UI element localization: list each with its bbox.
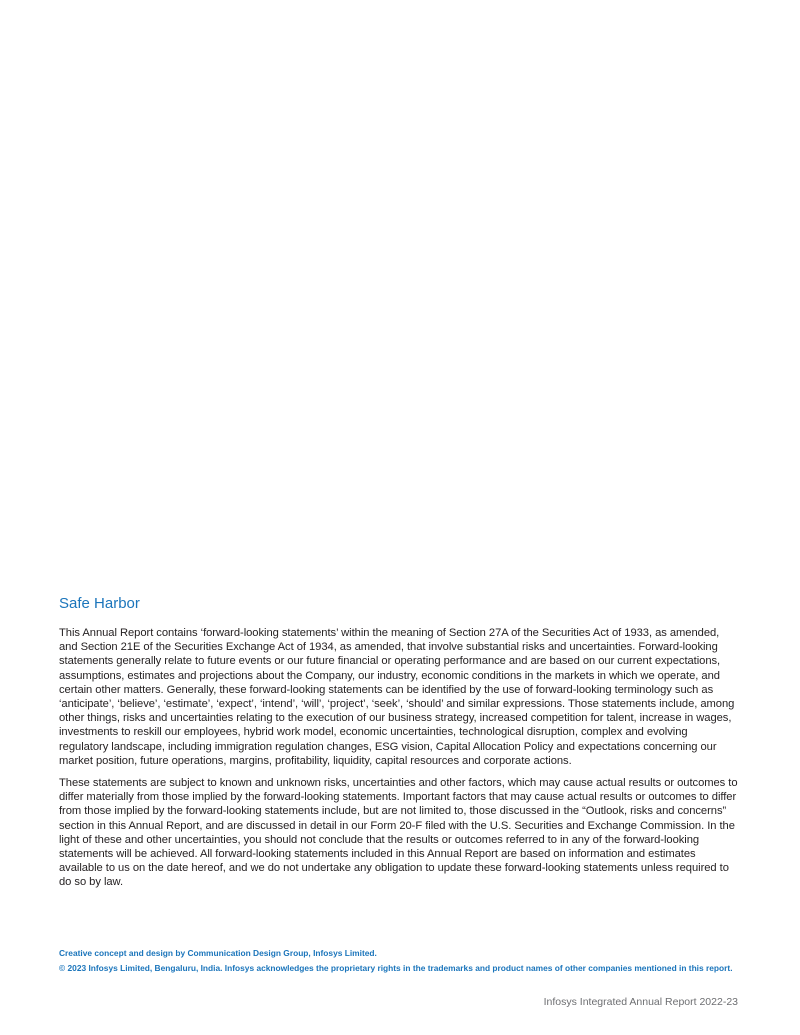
- page-footer: Infosys Integrated Annual Report 2022-23: [543, 996, 738, 1008]
- paragraph-forward-looking: This Annual Report contains ‘forward-looking statements’ within the meaning of Section 27A of the Securities Act of 1933, as amended, and Section 21E of the Securities Exchange Act of 1934, as amended, that involve substantial risks and uncertainties. Forward-looking statements generally relate to future events or our future financial or operating performance and are based on our current expectations, assumptions, estimates and projections about the Company, our industry, economic conditions in the markets in which we operate, and certain other matters. Generally, these forward-looking statements can be identified by the use of forward-looking terminology such as ‘anticipate’, ‘believe’, ‘estimate’, ‘expect’, ‘intend’, ‘will’, ‘project’, ‘seek’, ‘should’ and similar expressions. Those statements include, among other things, risks and uncertainties relating to the execution of our business strategy, increased competition for talent, increase in wages, investments to reskill our employees, hybrid work model, economic uncertainties, technological disruption, complex and evolving regulatory landscape, including immigration regulation changes, ESG vision, Capital Allocation Policy and expectations concerning our market position, future operations, margins, profitability, liquidity, capital resources and corporate actions.: [59, 627, 735, 767]
- safe-harbor-section: [59, 594, 739, 898]
- section-title: Safe Harbor: [59, 595, 140, 612]
- credits-block: [59, 946, 759, 975]
- design-credit: Creative concept and design by Communication Design Group, Infosys Limited.: [59, 948, 377, 958]
- copyright-notice: © 2023 Infosys Limited, Bengaluru, India. Infosys acknowledges the proprietary rights in the trademarks and product names of other companies mentioned in this report.: [59, 962, 733, 973]
- paragraph-risks: These statements are subject to known and unknown risks, uncertainties and other factors, which may cause actual results or outcomes to differ materially from those implied by the forward-looking statements. Important factors that may cause actual results or outcomes to differ from those implied by the forward-looking statements include, but are not limited to, those discussed in the “Outlook, risks and concerns” section in this Annual Report, and are discussed in detail in our Form 20-F filed with the U.S. Securities and Exchange Commission. In the light of these and other uncertainties, you should not conclude that the results or outcomes referred to in any of the forward-looking statements will be achieved. All forward-looking statements included in this Annual Report are based on information and estimates available to us on the date hereof, and we do not undertake any obligation to update these forward-looking statements unless required to do so by law.: [59, 777, 738, 889]
